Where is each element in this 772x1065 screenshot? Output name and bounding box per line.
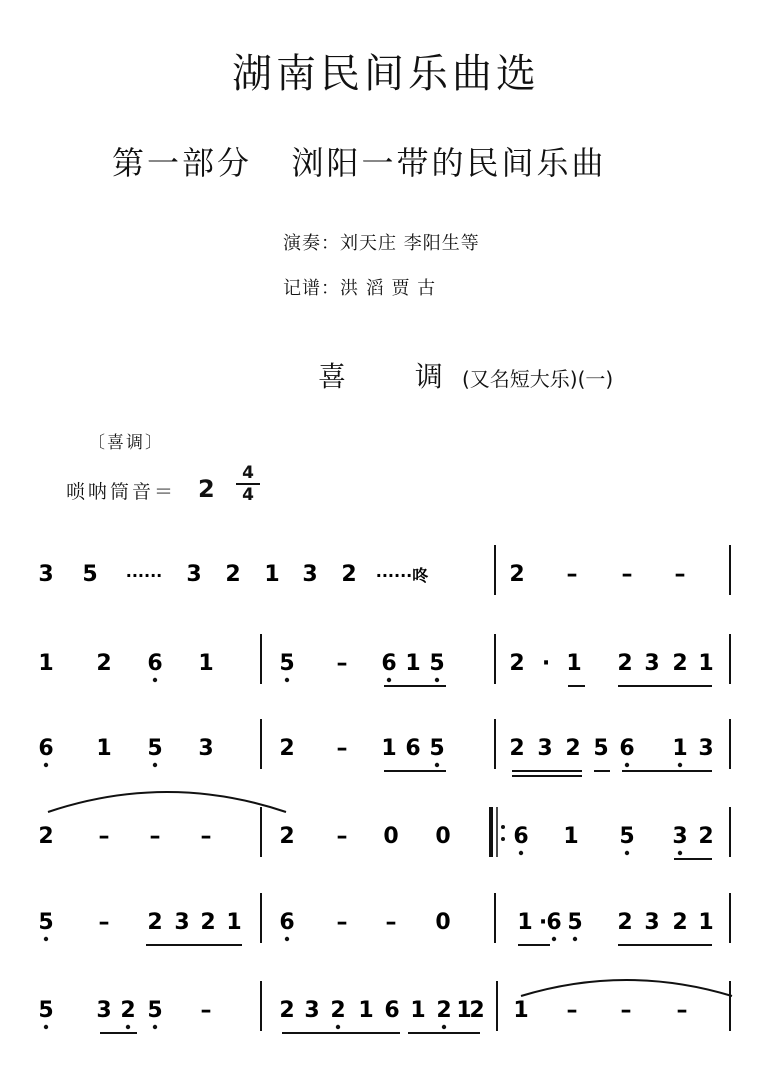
note-glyph: 0	[435, 910, 451, 935]
note-glyph: 1	[563, 824, 579, 849]
note-glyph: –	[336, 736, 348, 761]
note-glyph: 2	[200, 910, 216, 935]
note-glyph: 3	[537, 736, 553, 761]
slur-arc	[521, 980, 732, 996]
note-glyph: –	[98, 910, 110, 935]
note-glyph: 2	[225, 562, 241, 587]
octave-dot	[678, 763, 682, 767]
octave-dot	[153, 1025, 157, 1029]
octave-dot	[44, 763, 48, 767]
note-glyph: 3	[38, 562, 54, 587]
note-glyph: 5	[38, 998, 54, 1023]
octave-dot	[519, 851, 523, 855]
note-glyph: –	[676, 998, 688, 1023]
note-glyph: 2	[436, 998, 452, 1023]
note-glyph: 2	[565, 736, 581, 761]
note-glyph: 2	[617, 651, 633, 676]
note-glyph: 1	[566, 651, 582, 676]
note-glyph: 2	[509, 562, 525, 587]
note-glyph: 5	[38, 910, 54, 935]
note-glyph: –	[200, 824, 212, 849]
note-glyph: 3	[96, 998, 112, 1023]
note-glyph: 5	[619, 824, 635, 849]
note-glyph: 2	[279, 824, 295, 849]
note-glyph: ·	[541, 651, 551, 676]
note-glyph: ·	[538, 910, 548, 935]
octave-dot	[285, 678, 289, 682]
note-glyph: 2	[96, 651, 112, 676]
octave-dot	[552, 937, 556, 941]
note-glyph: –	[620, 998, 632, 1023]
note-glyph: 1	[38, 651, 54, 676]
note-glyph: 2	[672, 910, 688, 935]
octave-dot	[678, 851, 682, 855]
octave-dot	[625, 851, 629, 855]
note-glyph: 2	[509, 736, 525, 761]
note-glyph: –	[149, 824, 161, 849]
note-glyph: 1	[672, 736, 688, 761]
note-glyph: 3	[186, 562, 202, 587]
note-glyph: 5	[567, 910, 583, 935]
section-label: 〔喜调〕	[88, 433, 164, 453]
note-glyph: 5	[593, 736, 609, 761]
note-glyph: 5	[429, 651, 445, 676]
note-glyph: 2	[341, 562, 357, 587]
note-glyph: 1	[96, 736, 112, 761]
note-glyph: 1	[226, 910, 242, 935]
key-label: 唢呐筒音＝	[66, 481, 177, 503]
note-glyph: 2	[469, 998, 485, 1023]
note-glyph: 6	[405, 736, 421, 761]
note-glyph: 2	[120, 998, 136, 1023]
repeat-dot	[501, 825, 505, 829]
note-glyph: –	[336, 651, 348, 676]
note-glyph: –	[200, 998, 212, 1023]
note-glyph: –	[385, 910, 397, 935]
note-glyph: 2	[279, 998, 295, 1023]
note-glyph: 3	[672, 824, 688, 849]
time-signature-top: 4	[242, 463, 254, 483]
note-glyph: 2	[330, 998, 346, 1023]
octave-dot	[435, 763, 439, 767]
note-glyph: 3	[198, 736, 214, 761]
note-glyph: 5	[279, 651, 295, 676]
note-glyph: 0	[383, 824, 399, 849]
note-glyph: –	[336, 910, 348, 935]
note-glyph: 5	[429, 736, 445, 761]
note-glyph: 2	[147, 910, 163, 935]
note-glyph: 1	[358, 998, 374, 1023]
note-glyph: 0	[435, 824, 451, 849]
repeat-dot	[501, 837, 505, 841]
note-glyph: 6	[38, 736, 54, 761]
note-glyph: 1	[698, 651, 714, 676]
note-glyph: ······咚	[375, 566, 429, 585]
key-value: 2	[198, 475, 215, 503]
note-glyph: 2	[698, 824, 714, 849]
octave-dot	[44, 937, 48, 941]
note-glyph: 3	[698, 736, 714, 761]
octave-dot	[153, 678, 157, 682]
note-glyph: 2	[617, 910, 633, 935]
note-glyph: 6	[619, 736, 635, 761]
page-title: 湖南民间乐曲选	[232, 51, 540, 97]
note-glyph: 3	[302, 562, 318, 587]
note-glyph: 6	[546, 910, 562, 935]
part-subtitle: 第一部分 浏阳一带的民间乐曲	[112, 144, 607, 182]
note-glyph: 1	[198, 651, 214, 676]
song-alt-title: (又名短大乐)(一)	[462, 367, 614, 391]
note-glyph: 2	[279, 736, 295, 761]
note-glyph: 2	[672, 651, 688, 676]
note-glyph: –	[98, 824, 110, 849]
octave-dot	[44, 1025, 48, 1029]
octave-dot	[442, 1025, 446, 1029]
octave-dot	[625, 763, 629, 767]
octave-dot	[285, 937, 289, 941]
note-glyph: 6	[513, 824, 529, 849]
note-glyph: 5	[147, 998, 163, 1023]
note-glyph: 5	[82, 562, 98, 587]
note-glyph: 1	[405, 651, 421, 676]
note-glyph: –	[566, 998, 578, 1023]
note-glyph: 1	[264, 562, 280, 587]
note-glyph: 6	[384, 998, 400, 1023]
note-glyph: 6	[147, 651, 163, 676]
note-glyph: 6	[279, 910, 295, 935]
transcribers: 记谱：洪 滔 贾 古	[283, 278, 437, 299]
note-glyph: 3	[174, 910, 190, 935]
note-glyph: 2	[38, 824, 54, 849]
note-glyph: 1	[410, 998, 426, 1023]
octave-dot	[153, 763, 157, 767]
slur-arc	[48, 792, 286, 812]
note-glyph: ······	[125, 566, 163, 585]
note-glyph: 1	[456, 998, 472, 1023]
note-glyph: –	[621, 562, 633, 587]
octave-dot	[435, 678, 439, 682]
note-glyph: 1	[517, 910, 533, 935]
note-glyph: 1	[698, 910, 714, 935]
octave-dot	[387, 678, 391, 682]
note-glyph: 1	[381, 736, 397, 761]
performers: 演奏：刘天庄 李阳生等	[283, 233, 480, 254]
note-glyph: 3	[304, 998, 320, 1023]
octave-dot	[573, 937, 577, 941]
note-glyph: 5	[147, 736, 163, 761]
note-glyph: 3	[644, 651, 660, 676]
note-glyph: 1	[513, 998, 529, 1023]
note-glyph: 3	[644, 910, 660, 935]
song-title: 喜 调	[318, 360, 473, 393]
octave-dot	[126, 1025, 130, 1029]
note-glyph: –	[566, 562, 578, 587]
note-glyph: 6	[381, 651, 397, 676]
note-glyph: 2	[509, 651, 525, 676]
note-glyph: –	[336, 824, 348, 849]
note-glyph: –	[674, 562, 686, 587]
octave-dot	[336, 1025, 340, 1029]
time-signature-bottom: 4	[242, 485, 254, 505]
